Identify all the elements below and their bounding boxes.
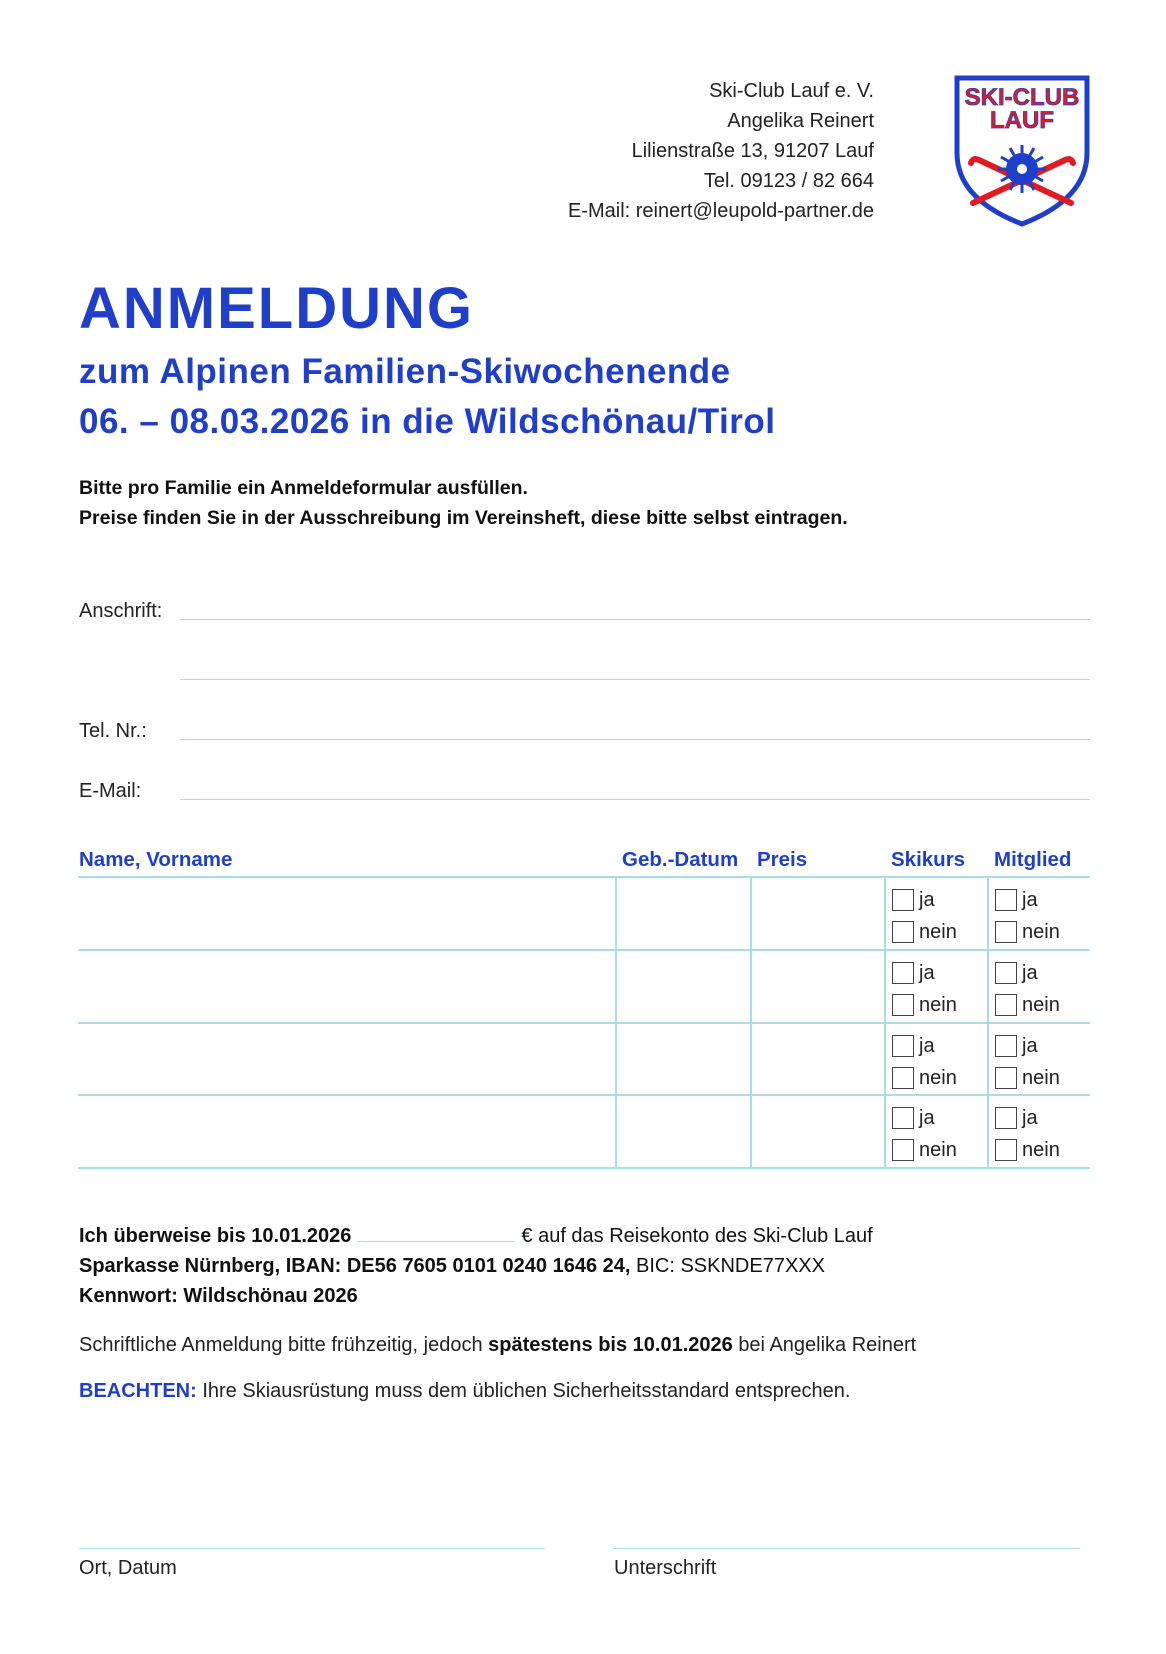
checkbox-label: nein: [919, 1138, 957, 1161]
header-price: Preis: [757, 848, 808, 871]
ski-course-no-checkbox[interactable]: [892, 1137, 957, 1163]
deadline-note: [79, 1334, 916, 1357]
notice-text: Ihre Skiausrüstung muss dem üblichen Sicherheitsstandard entsprechen.: [202, 1380, 851, 1402]
checkbox-label: ja: [1022, 1106, 1038, 1129]
checkbox-label: ja: [1022, 888, 1038, 911]
name-cell[interactable]: [80, 1025, 614, 1092]
payment-line-3: [79, 1281, 873, 1311]
ski-course-yes-checkbox[interactable]: [892, 1105, 935, 1131]
checkbox-box[interactable]: [892, 1067, 914, 1089]
name-cell[interactable]: [80, 879, 614, 947]
bic-text: BIC: SSKNDE77XXX: [636, 1255, 825, 1277]
birth-date-cell[interactable]: [618, 879, 748, 947]
checkbox-label: nein: [1022, 920, 1060, 943]
member-yes-checkbox[interactable]: [995, 1105, 1038, 1131]
checkbox-box[interactable]: [892, 889, 914, 911]
payment-deadline: Ich überweise bis 10.01.2026: [79, 1225, 352, 1247]
ski-course-yes-checkbox[interactable]: [892, 960, 935, 986]
payment-line-2: [79, 1251, 873, 1281]
checkbox-label: nein: [1022, 993, 1060, 1016]
checkbox-box[interactable]: [892, 1035, 914, 1057]
subtitle-line-1: zum Alpinen Familien-Skiwochenende: [79, 352, 731, 391]
place-date-field-line[interactable]: [79, 1548, 545, 1549]
checkbox-box[interactable]: [892, 921, 914, 943]
contact-person: Angelika Reinert: [727, 110, 874, 132]
price-cell[interactable]: [753, 879, 882, 947]
checkbox-box[interactable]: [995, 1107, 1017, 1129]
checkbox-box[interactable]: [995, 1035, 1017, 1057]
table-column-divider: [884, 876, 886, 1168]
checkbox-label: ja: [919, 888, 935, 911]
table-row-divider: [78, 1022, 1090, 1024]
table-line-top: [78, 876, 1090, 878]
member-no-checkbox[interactable]: [995, 992, 1060, 1018]
birth-date-cell[interactable]: [618, 1097, 748, 1165]
checkbox-box[interactable]: [995, 1139, 1017, 1161]
payment-account-text: € auf das Reisekonto des Ski-Club Lauf: [521, 1225, 873, 1247]
phone-field-line[interactable]: [180, 739, 1090, 740]
amount-field-line[interactable]: [357, 1224, 515, 1242]
checkbox-label: ja: [919, 961, 935, 984]
email-field-line[interactable]: [180, 799, 1090, 800]
table-column-divider: [615, 876, 617, 1168]
price-cell[interactable]: [753, 952, 882, 1020]
contact-street: Lilienstraße 13, 91207 Lauf: [631, 140, 874, 162]
club-name: Ski-Club Lauf e. V.: [709, 80, 874, 102]
address-label: Anschrift:: [79, 600, 163, 622]
checkbox-box[interactable]: [995, 962, 1017, 984]
header-member: Mitglied: [994, 848, 1072, 871]
page-subtitle: [79, 347, 775, 447]
intro-text: [79, 473, 848, 533]
payment-info: [79, 1221, 873, 1311]
checkbox-box[interactable]: [892, 1107, 914, 1129]
ski-club-logo: [953, 75, 1091, 227]
checkbox-box[interactable]: [995, 994, 1017, 1016]
deadline-post: bei Angelika Reinert: [738, 1334, 917, 1356]
ski-course-no-checkbox[interactable]: [892, 919, 957, 945]
email-label: E-Mail:: [79, 780, 142, 802]
checkbox-label: nein: [1022, 1066, 1060, 1089]
deadline-pre: Schriftliche Anmeldung bitte frühzeitig, jedoch: [79, 1334, 483, 1356]
checkbox-label: ja: [1022, 1034, 1038, 1057]
member-no-checkbox[interactable]: [995, 1065, 1060, 1091]
table-row-divider: [78, 1094, 1090, 1096]
table-line-bottom: [78, 1167, 1090, 1169]
intro-line-1: Bitte pro Familie ein Anmeldeformular ausfüllen.: [79, 477, 528, 499]
notice: [79, 1380, 850, 1403]
checkbox-box[interactable]: [995, 889, 1017, 911]
checkbox-box[interactable]: [892, 962, 914, 984]
member-yes-checkbox[interactable]: [995, 960, 1038, 986]
header-name: Name, Vorname: [79, 848, 233, 871]
deadline-date: spätestens bis 10.01.2026: [488, 1334, 733, 1356]
checkbox-label: nein: [919, 1066, 957, 1089]
contact-email: E-Mail: reinert@leupold-partner.de: [567, 200, 874, 222]
checkbox-label: nein: [1022, 1138, 1060, 1161]
checkbox-box[interactable]: [892, 994, 914, 1016]
payment-line-1: [79, 1221, 873, 1251]
place-date-label: Ort, Datum: [79, 1557, 177, 1579]
birth-date-cell[interactable]: [618, 952, 748, 1020]
notice-label: BEACHTEN:: [79, 1380, 197, 1402]
intro-line-2: Preise finden Sie in der Ausschreibung im Vereinsheft, diese bitte selbst eintragen.: [79, 507, 848, 529]
logo-text-2: LAUF: [990, 107, 1054, 134]
checkbox-label: ja: [919, 1106, 935, 1129]
checkbox-box[interactable]: [892, 1139, 914, 1161]
phone-label: Tel. Nr.:: [79, 720, 147, 742]
member-yes-checkbox[interactable]: [995, 1033, 1038, 1059]
member-no-checkbox[interactable]: [995, 1137, 1060, 1163]
subtitle-line-2: 06. – 08.03.2026 in die Wildschönau/Tirol: [79, 402, 776, 441]
price-cell[interactable]: [753, 1025, 882, 1092]
payment-keyword: Kennwort: Wildschönau 2026: [79, 1285, 358, 1307]
header-ski-course: Skikurs: [891, 848, 966, 871]
signature-label: Unterschrift: [614, 1557, 717, 1579]
price-cell[interactable]: [753, 1097, 882, 1165]
member-yes-checkbox[interactable]: [995, 887, 1038, 913]
ski-course-no-checkbox[interactable]: [892, 1065, 957, 1091]
contact-block: [568, 76, 874, 226]
checkbox-label: nein: [919, 920, 957, 943]
checkbox-label: ja: [1022, 961, 1038, 984]
name-cell[interactable]: [80, 1097, 614, 1165]
table-column-divider: [750, 876, 752, 1168]
name-cell[interactable]: [80, 952, 614, 1020]
checkbox-label: ja: [919, 1034, 935, 1057]
table-column-divider: [987, 876, 989, 1168]
member-no-checkbox[interactable]: [995, 919, 1060, 945]
checkbox-box[interactable]: [995, 1067, 1017, 1089]
birth-date-cell[interactable]: [618, 1025, 748, 1092]
checkbox-label: nein: [919, 993, 957, 1016]
page-title: ANMELDUNG: [79, 276, 474, 341]
table-row-divider: [78, 949, 1090, 951]
ski-course-yes-checkbox[interactable]: [892, 887, 935, 913]
logo-text-1: SKI-CLUB: [964, 84, 1080, 111]
header-birth-date: Geb.-Datum: [622, 848, 739, 871]
address-field-line-2[interactable]: [180, 679, 1090, 680]
bank-details: Sparkasse Nürnberg, IBAN: DE56 7605 0101 0240 1646 24,: [79, 1255, 631, 1277]
address-field-line-1[interactable]: [180, 619, 1090, 620]
checkbox-box[interactable]: [995, 921, 1017, 943]
ski-course-no-checkbox[interactable]: [892, 992, 957, 1018]
signature-field-line[interactable]: [614, 1548, 1080, 1549]
ski-course-yes-checkbox[interactable]: [892, 1033, 935, 1059]
contact-phone: Tel. 09123 / 82 664: [703, 170, 874, 192]
